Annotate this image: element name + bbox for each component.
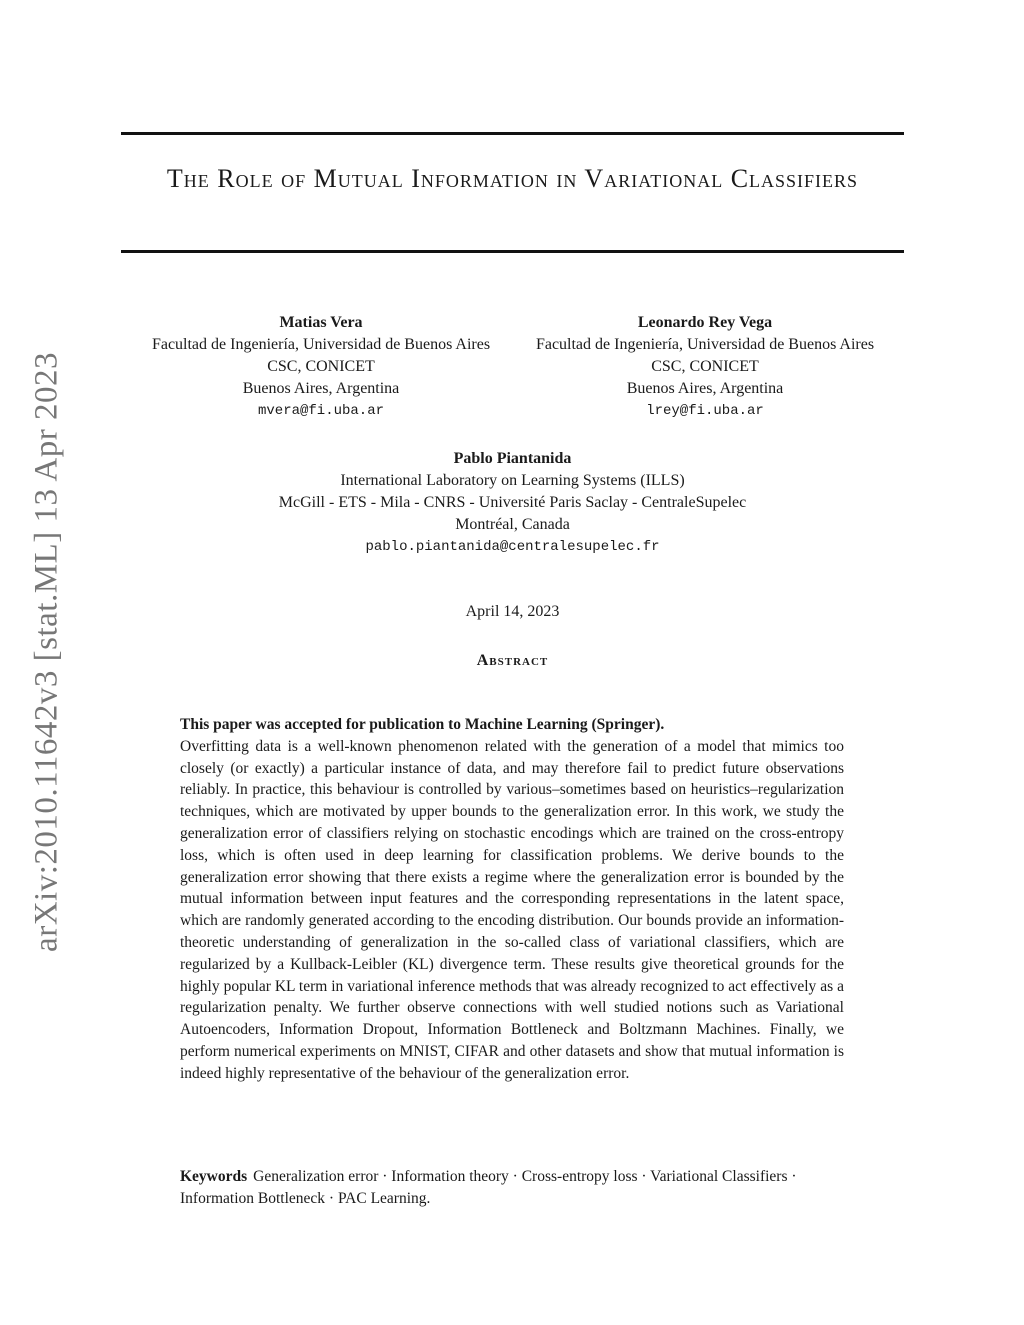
title-rule-top bbox=[121, 132, 904, 135]
keywords-section bbox=[180, 1166, 844, 1210]
author-affiliation: International Laboratory on Learning Systems (ILLS) bbox=[340, 472, 685, 489]
paper-date: April 14, 2023 bbox=[465, 603, 560, 620]
author-email[interactable]: pablo.piantanida@centralesupelec.fr bbox=[365, 539, 660, 555]
author-location: Montréal, Canada bbox=[455, 516, 570, 533]
author-organization: CSC, CONICET bbox=[651, 358, 759, 375]
keywords-list: Generalization error · Information theory · Cross-entropy loss · Variational Classifiers · Information Bottleneck · PAC Learning. bbox=[180, 1168, 797, 1207]
abstract-heading: Abstract bbox=[476, 652, 549, 669]
paper-title: The Role of Mutual Information in Variational Classifiers bbox=[166, 164, 859, 193]
author-organization: McGill - ETS - Mila - CNRS - Université Paris Saclay - CentraleSupelec bbox=[278, 494, 747, 511]
author-block bbox=[121, 312, 521, 422]
author-name: Pablo Piantanida bbox=[453, 450, 572, 467]
author-affiliation: Facultad de Ingeniería, Universidad de Buenos Aires bbox=[535, 336, 875, 353]
author-organization: CSC, CONICET bbox=[267, 358, 375, 375]
author-location: Buenos Aires, Argentina bbox=[242, 380, 400, 397]
author-name: Matias Vera bbox=[279, 314, 363, 331]
keywords-label: Keywords bbox=[180, 1168, 248, 1185]
arxiv-identifier: arXiv:2010.11642v3 [stat.ML] 13 Apr 2023 bbox=[28, 352, 65, 952]
author-email[interactable]: lrey@fi.uba.ar bbox=[646, 403, 764, 419]
author-location: Buenos Aires, Argentina bbox=[626, 380, 784, 397]
author-block bbox=[505, 312, 905, 422]
author-email[interactable]: mvera@fi.uba.ar bbox=[257, 403, 385, 419]
abstract-body bbox=[180, 714, 844, 1085]
abstract-text: Overfitting data is a well-known phenomenon related with the generation of a model that mimics too closely (or exactly) a particular instance of data, and may therefore fail to predict future observations reliably. In practice, this behaviour is controlled by various–sometimes based on heuristics–regularization techniques, which are motivated by upper bounds to the generalization error. In this work, we study the generalization error of classifiers relying on stochastic encodings which are trained on the cross-entropy loss, which is often used in deep learning for classification problems. We derive bounds to the generalization error showing that there exists a regime where the generalization error is bounded by the mutual information between input features and the corresponding representations in the latent space, which are randomly generated according to the encoding distribution. Our bounds provide an information-theoretic understanding of generalization in the so-called class of variational classifiers, which are regularized by a Kullback-Leibler (KL) divergence term. These results give theoretical grounds for the highly popular KL term in variational inference methods that was already recognized to act effectively as a regularization penalty. We further observe connections with well studied notions such as Variational Autoencoders, Information Dropout, Information Bottleneck and Boltzmann Machines. Finally, we perform numerical experiments on MNIST, CIFAR and other datasets and show that mutual information is indeed highly representative of the behaviour of the generalization error. bbox=[180, 737, 844, 1082]
author-block bbox=[121, 448, 904, 558]
abstract-acceptance-note: This paper was accepted for publication to Machine Learning (Springer). bbox=[180, 716, 665, 733]
author-affiliation: Facultad de Ingeniería, Universidad de Buenos Aires bbox=[151, 336, 491, 353]
title-rule-bottom bbox=[121, 250, 904, 253]
author-name: Leonardo Rey Vega bbox=[637, 314, 773, 331]
